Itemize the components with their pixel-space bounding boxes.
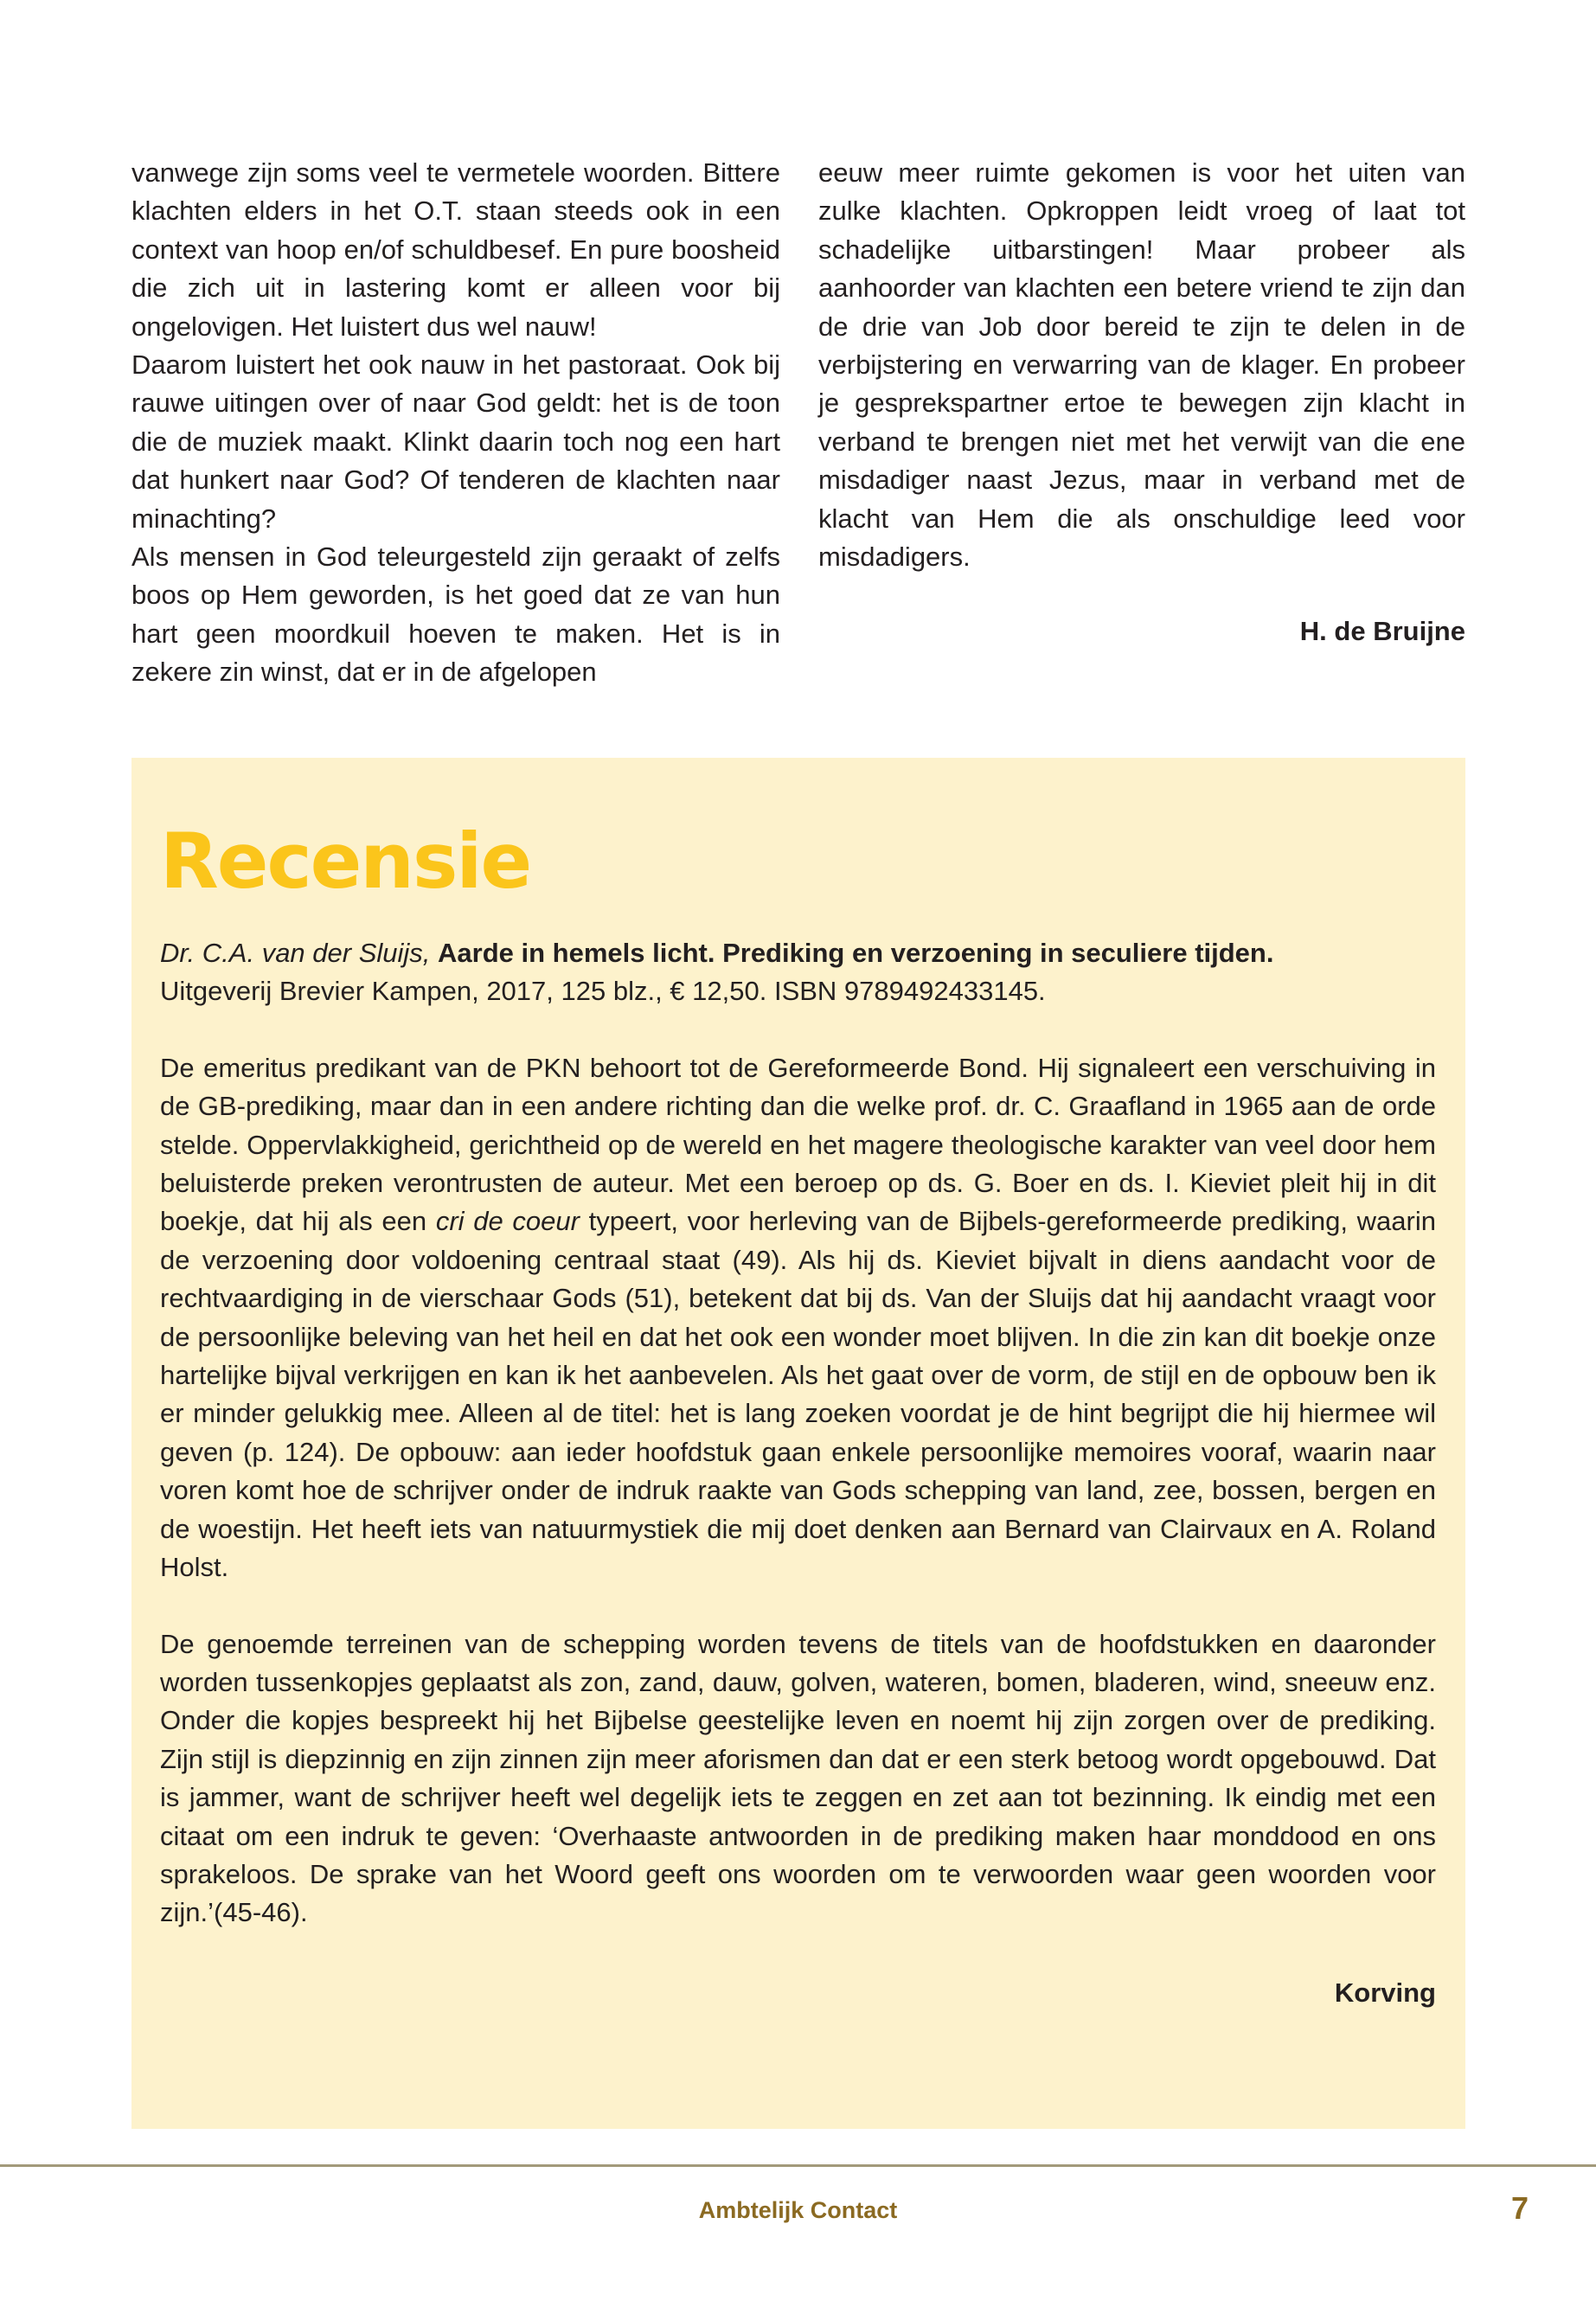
review-heading: Recensie — [160, 817, 531, 906]
review-paragraph-1 — [160, 1049, 1436, 1587]
article-left-column — [131, 154, 780, 692]
text-run: typeert, voor herleving van de Bijbels-gereformeerde prediking, waarin de verzoening door voldoening centraal staat (49). Als hij ds. Kieviet bijvalt in diens aandacht voor de rechtvaardiging in de vierschaar Gods (51), betekent dat bij ds. Van der Sluijs dat hij aandacht vraagt voor de persoonlijke beleving van het heil en dat het ook een wonder moet blijven. In die zin kan dit boekje onze hartelijke bijval verkrijgen en kan ik het aanbevelen. Als het gaat over de vorm, de stijl en de opbouw ben ik er minder gelukkig mee. Alleen al de titel: het is lang zoeken voordat je de hint begrijpt die hij hiermee wil geven (p. 124). De opbouw: aan ieder hoofdstuk gaan enkele persoonlijke memoires vooraf, waarin naar voren komt hoe de schrijver onder de indruk raakte van Gods schepping van land, zee, bossen, bergen en de woestijn. Het heeft iets van natuurmystiek die mij doet denken aan Bernard van Clairvaux en A. Roland Holst. — [160, 1206, 1436, 1583]
article-right-column — [818, 154, 1465, 651]
paragraph: eeuw meer ruimte gekomen is voor het uiten van zulke klachten. Opkroppen leidt vroeg of laat tot schadelijke uitbarstingen! Maar probeer als aanhoorder van klachten een betere vriend te zijn dan de drie van Job door bereid te zijn te delen in de verbijstering en verwarring van de klager. En probeer je gesprekspartner ertoe te bewegen zijn klacht in verband te brengen niet met het verwijt van die ene misdadiger naast Jezus, maar in verband met de klacht van Hem die als onschuldige leed voor misdadigers. — [818, 157, 1465, 573]
review-citation — [160, 934, 1436, 972]
review-signature: Korving — [1334, 1977, 1436, 2008]
review-publication: Uitgeverij Brevier Kampen, 2017, 125 blz., € 12,50. ISBN 9789492433145. — [160, 976, 1046, 1007]
review-body — [160, 934, 1436, 2012]
italic-phrase: cri de coeur — [435, 1206, 580, 1237]
review-author: Dr. C.A. van der Sluijs, — [160, 938, 431, 968]
page-number: 7 — [1510, 2190, 1529, 2226]
review-paragraph-2: De genoemde terreinen van de schepping worden tevens de titels van de hoofdstukken en daaronder worden tussenkopjes geplaatst als zon, zand, dauw, golven, wateren, bomen, bladeren, wind, sneeuw enz. Onder die kopjes bespreekt hij het Bijbelse geestelijke leven en noemt hij zijn zorgen over de prediking. Zijn stijl is diepzinnig en zijn zinnen zijn meer aforismen dan dat er een sterk betoog wordt opgebouwd. Dat is jammer, want de schrijver heeft wel degelijk iets te zeggen en zet aan tot bezinning. Ik eindig met een citaat om een indruk te geven: ‘Overhaaste antwoorden in de prediking maken haar monddood en ons sprakeloos. De sprake van het Woord geeft ons woorden om te verwoorden waar geen woorden voor zijn.’(45-46). — [160, 1628, 1436, 1928]
review-book-title: Aarde in hemels licht. Prediking en verzoening in seculiere tijden. — [438, 938, 1274, 968]
paragraph: vanwege zijn soms veel te vermetele woorden. Bittere klachten elders in het O.T. staan steeds ook in een context van hoop en/of schuldbesef. En pure boosheid die zich uit in lastering komt er alleen voor bij ongelovigen. Het luistert dus wel nauw! — [131, 157, 780, 342]
text-run: De emeritus predikant van de PKN behoort tot de Gereformeerde Bond. Hij signaleert een verschuiving in de GB-prediking, maar dan in een andere richting dan die welke prof. dr. C. Graafland in 1965 aan de orde stelde. Oppervlakkigheid, gerichtheid op de wereld en het magere theologische karakter van veel door hem beluisterde preken verontrusten de auteur. Met een beroep op ds. G. Boer en ds. I. Kieviet pleit hij in dit boekje, dat hij als een — [160, 1052, 1436, 1237]
article-signature: H. de Bruijne — [1299, 616, 1465, 647]
paragraph: Daarom luistert het ook nauw in het pastoraat. Ook bij rauwe uitingen over of naar God geldt: het is de toon die de muziek maakt. Klinkt daarin toch nog een hart dat hunkert naar God? Of tenderen de klachten naar minachting? — [131, 349, 780, 534]
paragraph: Als mensen in God teleurgesteld zijn geraakt of zelfs boos op Hem geworden, is het goed dat ze van hun hart geen moordkuil hoeven te maken. Het is in zekere zin winst, dat er in de afgelopen — [131, 542, 780, 688]
footer-publication: Ambtelijk Contact — [698, 2197, 898, 2223]
footer-rule — [0, 2164, 1596, 2167]
review-box — [131, 758, 1465, 2129]
